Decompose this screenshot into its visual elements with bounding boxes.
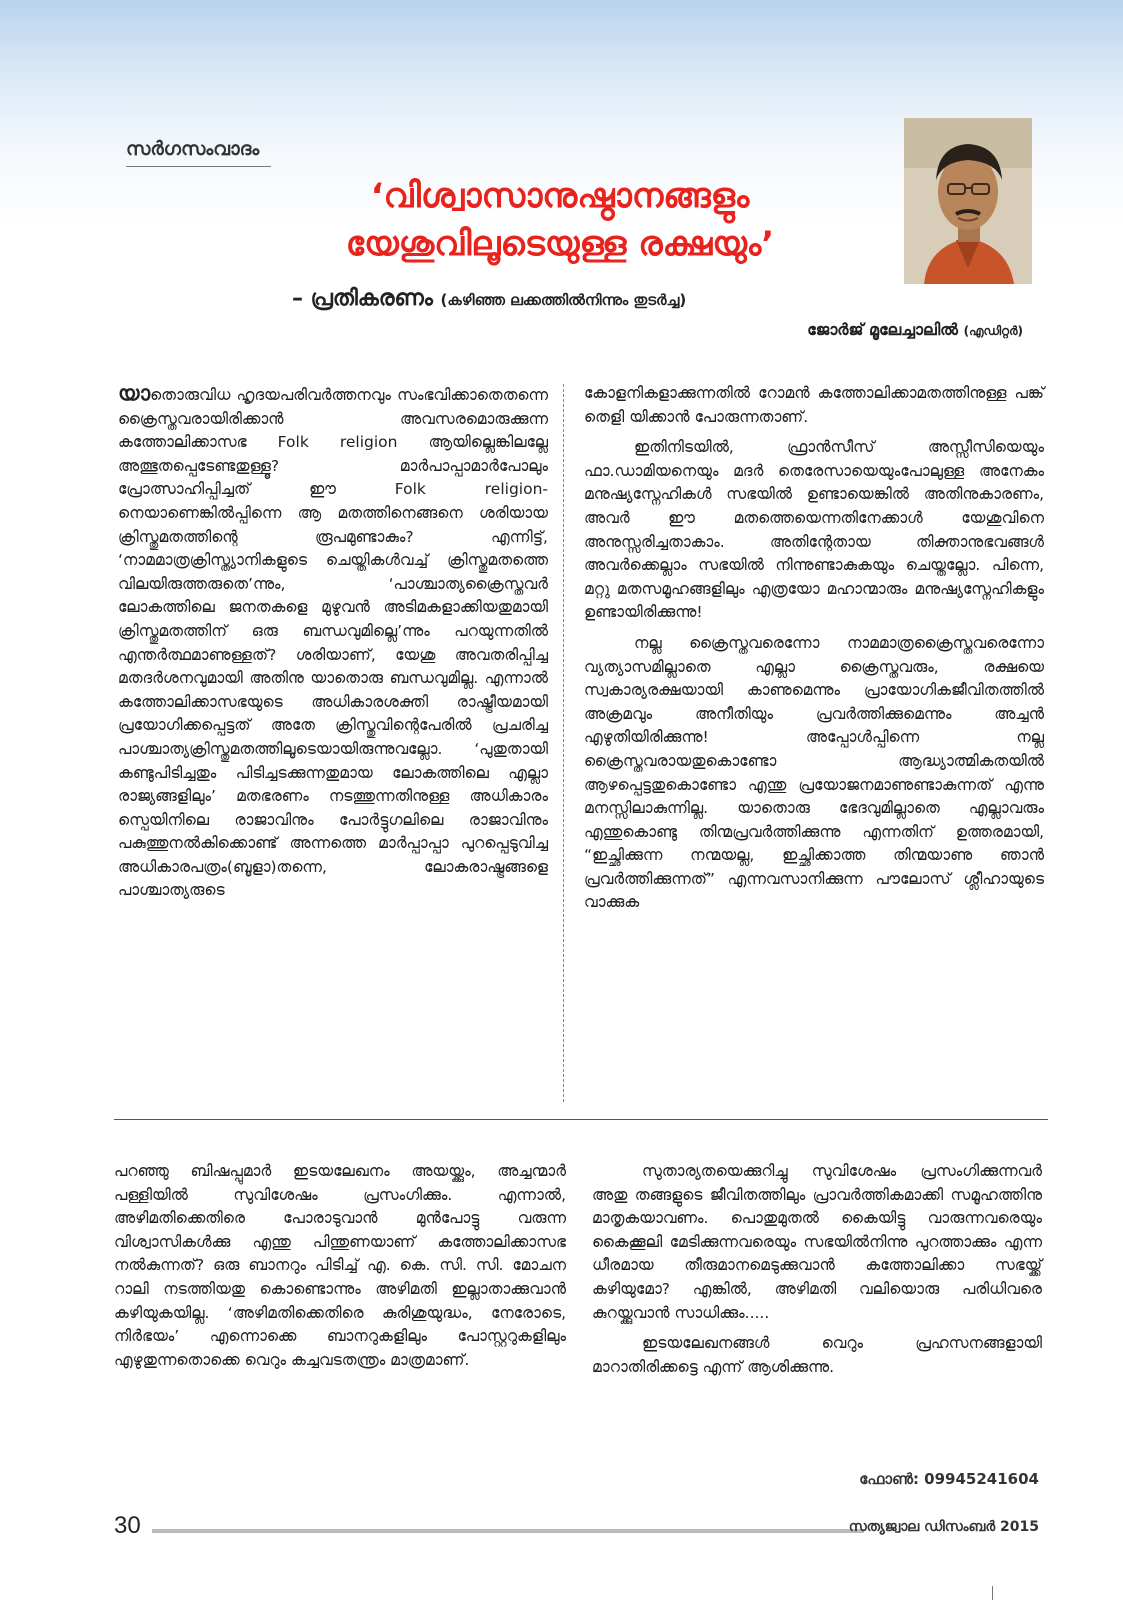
paragraph: നല്ല ക്രൈസ്തവരെന്നോ നാമമാത്രക്രൈസ്തവരെന്നോ വ്യത്യാസമില്ലാതെ എല്ലാ ക്രൈസ്തവരും, രക്ഷയെ സ്വകാര്യരക്ഷയായി കാണുമെന്നും പ്രായോഗികജീവിതത്തിൽ അക്രമവും അനീതിയും പ്രവർത്തിക്കുമെന്നും അച്ചൻ എഴുതിയിരിക്കുന്നു! അപ്പോൾപ്പിന്നെ നല്ല ക്രൈസ്തവരായതുകൊണ്ടോ ആദ്ധ്യാത്മികതയിൽ ആഴപ്പെട്ടതുകൊണ്ടോ എന്തു പ്രയോജനമാണുണ്ടാകുന്നത് എന്നു മനസ്സിലാകുന്നില്ല. യാതൊരു ഭേദവുമില്ലാതെ എല്ലാവരും എന്തുകൊണ്ടു തിന്മപ്രവർത്തിക്കുന്നു എന്നതിന് ഉത്തരമായി, “ഇച്ഛിക്കുന്ന നന്മയല്ല, ഇച്ഛിക്കാത്ത തിന്മയാണു ഞാൻ പ്രവർത്തിക്കുന്നത്” എന്നവസാനിക്കുന്ന പൗലോസ് ശ്ലീഹായുടെ വാക്കുക — [584, 633, 1044, 912]
subtitle — [292, 286, 686, 311]
continuation-note: (കഴിഞ്ഞ ലക്കത്തിൽനിന്നും തുടർച്ച) — [440, 291, 687, 309]
author-photo — [904, 118, 1032, 284]
paragraph: സുതാര്യതയെക്കുറിച്ചു സുവിശേഷം പ്രസംഗിക്കുന്നവർ അതു തങ്ങളുടെ ജീവിതത്തിലും പ്രാവർത്തികമാക്കി സമൂഹത്തിനു മാതൃകയാവണം. പൊതുമുതൽ കൈയിട്ടു വാരുന്നവരെയും കൈക്കൂലി മേടിക്കുന്നവരെയും സഭയിൽനിന്നു പുറത്താക്കും എന്ന ധീരമായ തീരുമാനമെടുക്കുവാൻ കത്തോലിക്കാ സഭയ്ക്ക് കഴിയുമോ? എങ്കിൽ, അഴിമതി വലിയൊരു പരിധിവരെ കുറയ്ക്കുവാൻ സാധിക്കും..... — [592, 1162, 1042, 1322]
column-1 — [118, 382, 548, 910]
paragraph: പറഞ്ഞു ബിഷപ്പുമാർ ഇടയലേഖനം അയയ്ക്കും, അച്ചന്മാർ പള്ളിയിൽ സുവിശേഷം പ്രസംഗിക്കും. എന്നാൽ, അഴിമതിക്കെതിരെ പോരാടുവാൻ മുൻപോട്ടു വരുന്ന വിശ്വാസികൾക്കു എന്തു പിന്തുണയാണ് കത്തോലിക്കാസഭ നൽകുന്നത്? ഒരു ബാനറും പിടിച്ച് എ. കെ. സി. സി. മോചന റാലി നടത്തിയതു കൊണ്ടൊന്നും അഴിമതി ഇല്ലാതാക്കുവാൻ കഴിയുകയില്ല. ‘അഴിമതിക്കെതിരെ കുരിശുയുദ്ധം, നേരോടെ, നിർഭയം’ എന്നൊക്കെ ബാനറുകളിലും പോസ്റ്ററുകളിലും എഴുതുന്നതൊക്കെ വെറും കച്ചവടതന്ത്രം മാത്രമാണ്. — [114, 1162, 566, 1369]
author-role: (എഡിറ്റർ) — [963, 324, 1023, 338]
drop-cap: യാ — [118, 381, 151, 405]
section-divider — [114, 1119, 1048, 1120]
column-4 — [592, 1160, 1042, 1386]
phone-number: ഫോൺ: 09945241604 — [859, 1470, 1039, 1488]
paragraph: കോളനികളാക്കുന്നതിൽ റോമൻ കത്തോലിക്കാമതത്തിനുള്ള പങ്ക് തെളി യിക്കാൻ പോരുന്നതാണ്. — [584, 384, 1044, 426]
column-3 — [114, 1160, 566, 1379]
paragraph-text: തൊരുവിധ ഹൃദയപരിവർത്തനവും സംഭവിക്കാതെതന്നെ ക്രൈസ്തവരായിരിക്കാൻ അവസരമൊരുക്കുന്ന കത്തോലിക്കാസഭ Folk religion ആയില്ലെങ്കിലല്ലേ അത്ഭുതപ്പെടേണ്ടതുള്ളൂ? മാർപാപ്പാമാർപോലും പ്രോത്സാഹിപ്പിച്ചത് ഈ Folk religion-നെയാണെങ്കിൽപ്പിന്നെ ആ മതത്തിനെങ്ങനെ ശരിയായ ക്രിസ്തുമതത്തിന്റെ രൂപമുണ്ടാകും? എന്നിട്ട്, ‘നാമമാത്രക്രിസ്ത്യാനികളുടെ ചെയ്തികൾവച്ച് ക്രിസ്തുമതത്തെ വിലയിരുത്തരുതെ’ന്നും, ‘പാശ്ചാത്യക്രൈസ്തവർ ലോകത്തിലെ ജനതകളെ മുഴുവൻ അടിമകളാക്കിയതുമായി ക്രിസ്തുമതത്തിന് ഒരു ബന്ധവുമില്ലെ’ന്നും പറയുന്നതിൽ എന്തർത്ഥമാണുള്ളത്? ശരിയാണ്, യേശു അവതരിപ്പിച്ച മതദർശനവുമായി അതിനു യാതൊരു ബന്ധവുമില്ല. എന്നാൽ കത്തോലിക്കാസഭയുടെ അധികാരശക്തി രാഷ്ട്രീയമായി പ്രയോഗിക്കപ്പെട്ടത് അതേ ക്രിസ്തുവിന്റെപേരിൽ പ്രചരിച്ച പാശ്ചാത്യക്രിസ്തുമതത്തിലൂടെയായിരുന്നുവല്ലോ. ‘പുതുതായി കണ്ടുപിടിച്ചതും പിടിച്ചടക്കുന്നതുമായ ലോകത്തിലെ എല്ലാ രാജ്യങ്ങളിലും’ മതഭരണം നടത്തുന്നതിനുള്ള അധികാരം സ്പെയിനിലെ രാജാവിനും പോർട്ടുഗലിലെ രാജാവിനും പകുത്തുനൽകിക്കൊണ്ട് അന്നത്തെ മാർപ്പാപ്പാ പുറപ്പെടുവിച്ച അധികാരപത്രം(ബൂളാ)തന്നെ, ലോകരാഷ്ട്രങ്ങളെ പാശ്ചാത്യരുടെ — [118, 386, 548, 900]
paragraph: ഇടയലേഖനങ്ങൾ വെറും പ്രഹസനങ്ങളായി മാറാതിരിക്കട്ടെ എന്ന് ആശിക്കുന്നു. — [592, 1334, 1042, 1376]
footer-rule — [152, 1529, 864, 1533]
article-title — [250, 172, 870, 268]
title-line-1: ‘വിശ്വാസാനുഷ്ഠാനങ്ങളും — [370, 176, 750, 216]
subtitle-text: – പ്രതികരണം — [292, 286, 433, 311]
paragraph: ഇതിനിടയിൽ, ഫ്രാൻസീസ് അസ്സീസിയെയും ഫാ.ഡാമിയനെയും മദർ തെരേസായെയുംപോലുള്ള അനേകം മനുഷ്യസ്നേഹികൾ സഭയിൽ ഉണ്ടായെങ്കിൽ അതിനുകാരണം, അവർ ഈ മതത്തെയെന്നതിനേക്കാൾ യേശുവിനെ അനുസ്സരിച്ചതാകാം. അതിന്റേതായ തിക്താനുഭവങ്ങൾ അവർക്കെല്ലാം സഭയിൽ നിന്നുണ്ടാകുകയും ചെയ്തല്ലോ. പിന്നെ, മറ്റു മതസമൂഹങ്ങളിലും എത്രയോ മഹാന്മാരും മനുഷ്യസ്നേഹികളും ഉണ്ടായിരിക്കുന്നു! — [584, 438, 1044, 622]
section-label: സർഗസംവാദം — [126, 138, 271, 167]
page-number: 30 — [114, 1512, 141, 1539]
paragraph — [118, 382, 548, 903]
magazine-footer: സത്യജ്വാല ഡിസംബർ 2015 — [848, 1519, 1039, 1535]
author-byline — [807, 320, 1023, 340]
column-divider — [563, 384, 564, 1102]
title-line-2: യേശുവിലൂടെയുള്ള രക്ഷയും’ — [345, 224, 775, 264]
edge-mark — [992, 1586, 993, 1600]
column-2 — [584, 382, 1044, 922]
author-name: ജോർജ് മൂലേച്ചാലിൽ — [807, 320, 958, 339]
